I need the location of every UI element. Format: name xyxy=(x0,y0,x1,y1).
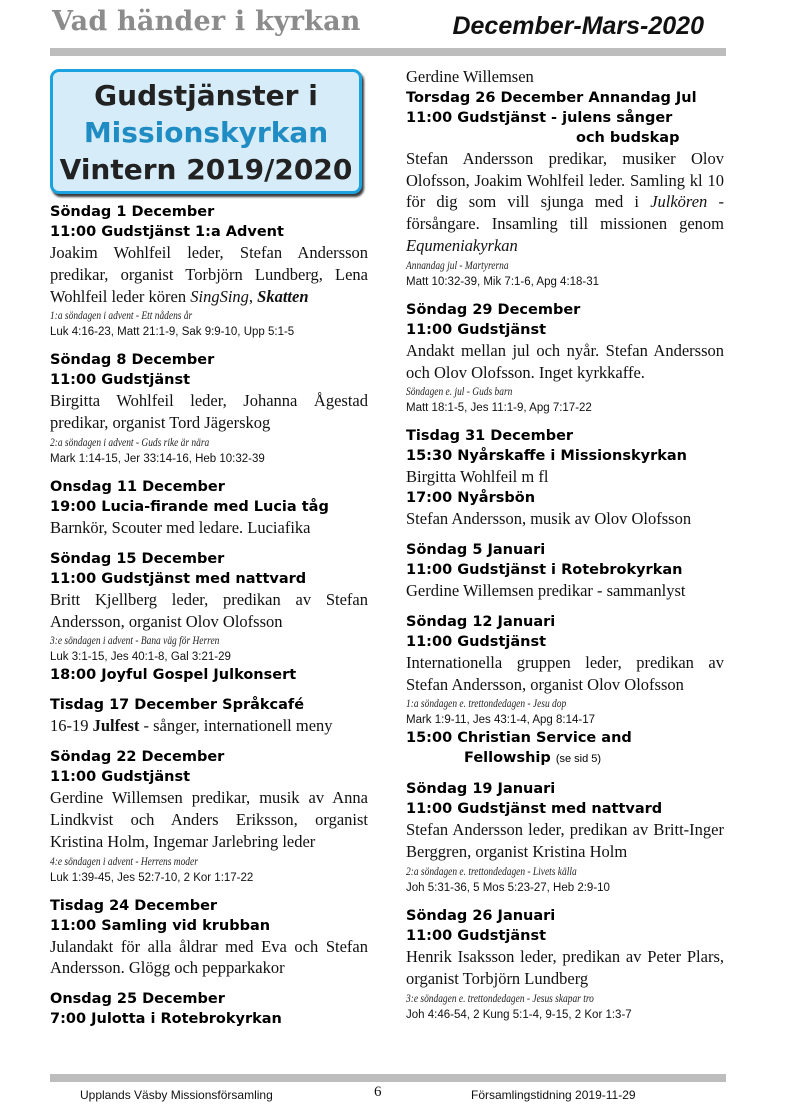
event-date: Tisdag 17 December Språkcafé xyxy=(50,697,305,714)
bible-references: Luk 4:16-23, Matt 21:1-9, Sak 9:9-10, Upp 5:1-5 xyxy=(50,326,295,339)
title-line-1: Gudstjänster i xyxy=(94,79,318,112)
event-date: Söndag 29 December xyxy=(406,301,581,318)
event-dec-17 xyxy=(50,695,368,737)
event-date: Söndag 26 Januari xyxy=(406,907,556,924)
event-date: Onsdag 25 December xyxy=(50,991,225,1008)
event-date: Söndag 22 December xyxy=(50,749,225,766)
event-description: Andakt mellan jul och nyår. Stefan Andersson och Olov Olofsson. Inget kyrkkaffe. xyxy=(406,340,724,382)
event-dec-8 xyxy=(50,350,368,467)
liturgical-day: 4:e söndagen i advent - Herrens moder xyxy=(50,855,198,868)
event-time: 16-19 xyxy=(50,716,93,736)
event-title-cont: och budskap xyxy=(576,129,680,146)
liturgical-day: Söndagen e. jul - Guds barn xyxy=(406,386,513,399)
page-number: 6 xyxy=(374,1084,382,1100)
title-line-3: Vintern 2019/2020 xyxy=(59,153,353,186)
liturgical-day: 1:a söndagen i advent - Ett nådens år xyxy=(50,310,193,323)
right-column xyxy=(406,66,724,1033)
event-date: Söndag 15 December xyxy=(50,550,225,567)
continued-text: Gerdine Willemsen xyxy=(406,67,534,86)
event-date: Söndag 8 December xyxy=(50,352,215,369)
event-description: Gerdine Willemsen predikar, musik av Anna Lindkvist och Anders Eriksson, organist Kristina Holm, Ingemar Jarlebring leder xyxy=(50,788,368,851)
event-date: Söndag 1 December xyxy=(50,204,215,220)
event-jan-19 xyxy=(406,779,724,896)
event-dec-26 xyxy=(406,88,724,290)
event-description: Julandakt för alla åldrar med Eva och Stefan Andersson. Glögg och pepparkakor xyxy=(50,936,368,978)
event-description xyxy=(50,715,368,737)
choir-name: SingSing xyxy=(190,286,249,306)
liturgical-day: 2:a söndagen i advent - Guds rike är nära xyxy=(50,436,210,449)
event-description-text: Joakim Wohlfeil leder, Stefan Andersson predikar, organist Torbjörn Lundberg, Lena Wohlfeil leder kören xyxy=(50,243,368,306)
event-description-text-2: - försångare. Insamling till missionen genom xyxy=(406,192,724,234)
event-title: 11:00 Gudstjänst xyxy=(50,769,191,786)
event-dec-25 xyxy=(50,989,368,1029)
event-title: 11:00 Gudstjänst med nattvard xyxy=(406,801,663,818)
liturgical-day: 1:a söndagen e. trettondedagen - Jesu dop xyxy=(406,698,567,711)
footer-publication: Församlingstidning 2019-11-29 xyxy=(471,1088,636,1102)
event-description: Internationella gruppen leder, predikan av Stefan Andersson, organist Olov Olofsson xyxy=(406,652,724,694)
bible-references: Joh 5:31-36, 5 Mos 5:23-27, Heb 2:9-10 xyxy=(406,881,610,894)
event-title: 11:00 Gudstjänst med nattvard xyxy=(50,570,307,587)
event-title-evening: 18:00 Joyful Gospel Julkonsert xyxy=(50,667,297,684)
footer-rule xyxy=(50,1074,726,1082)
event-dec-15 xyxy=(50,549,368,686)
event-dec-31 xyxy=(406,426,724,530)
event-title: 11:00 Gudstjänst - julens sånger xyxy=(406,109,673,126)
event-jan-5 xyxy=(406,540,724,602)
event-description: Barnkör, Scouter med ledare. Luciafika xyxy=(50,517,311,537)
event-jan-26 xyxy=(406,906,724,1023)
separator: , xyxy=(248,286,258,306)
title-line-2: Missionskyrkan xyxy=(83,116,329,149)
event-title-afternoon: 15:00 Christian Service and xyxy=(406,730,632,747)
event-date: Tisdag 24 December xyxy=(50,897,218,914)
event-highlight: Julfest xyxy=(92,716,140,736)
event-description xyxy=(406,148,724,257)
event-dec-22 xyxy=(50,747,368,885)
event-title: 11:00 Gudstjänst xyxy=(50,372,191,389)
event-dec-11 xyxy=(50,477,368,539)
event-description-text: - sånger, internationell meny xyxy=(139,716,333,736)
header-rule xyxy=(50,48,726,56)
event-description: Stefan Andersson leder, predikan av Britt-Inger Berggren, organist Kristina Holm xyxy=(406,820,724,862)
event-title: 7:00 Julotta i Rotebrokyrkan xyxy=(50,1011,282,1028)
event-date: Torsdag 26 December Annandag Jul xyxy=(406,89,697,106)
bible-references: Joh 4:46-54, 2 Kung 5:1-4, 9-15, 2 Kor 1:3-7 xyxy=(406,1008,632,1021)
organization-name: Equmeniakyrkan xyxy=(406,235,518,255)
bible-references: Matt 10:32-39, Mik 7:1-6, Apg 4:18-31 xyxy=(406,275,600,288)
services-title-box xyxy=(50,69,362,194)
event-description-evening: Stefan Andersson, musik av Olov Olofsson xyxy=(406,509,692,529)
event-description: Birgitta Wohlfeil m fl xyxy=(406,467,549,487)
event-dec-29 xyxy=(406,300,724,417)
bible-references: Luk 1:39-45, Jes 52:7-10, 2 Kor 1:17-22 xyxy=(50,871,254,884)
page-reference: (se sid 5) xyxy=(555,753,602,766)
event-date: Söndag 5 Januari xyxy=(406,541,546,558)
event-title: 11:00 Gudstjänst i Rotebrokyrkan xyxy=(406,561,683,578)
section-title: Vad händer i kyrkan xyxy=(52,6,361,37)
event-date: Söndag 12 Januari xyxy=(406,613,556,630)
bible-references: Luk 3:1-15, Jes 40:1-8, Gal 3:21-29 xyxy=(50,651,231,664)
event-description: Britt Kjellberg leder, predikan av Stefan Andersson, organist Olov Olofsson xyxy=(50,589,368,631)
event-title: 11:00 Samling vid krubban xyxy=(50,917,271,934)
event-title-evening: 17:00 Nyårsbön xyxy=(406,490,536,507)
event-jan-12 xyxy=(406,612,724,770)
event-dec-1 xyxy=(50,202,368,340)
liturgical-day: 3:e söndagen e. trettondedagen - Jesus skapar tro xyxy=(406,992,594,1005)
liturgical-day: 3:e söndagen i advent - Bana väg för Herren xyxy=(50,635,220,648)
bible-references: Mark 1:9-11, Jes 43:1-4, Apg 8:14-17 xyxy=(406,714,596,727)
event-title: 11:00 Gudstjänst xyxy=(406,633,547,650)
event-title: 11:00 Gudstjänst xyxy=(406,321,547,338)
footer-congregation: Upplands Väsby Missionsförsamling xyxy=(80,1088,273,1102)
liturgical-day: 2:a söndagen e. trettondedagen - Livets källa xyxy=(406,865,577,878)
event-description-text: Stefan Andersson predikar, musiker Olov Olofsson, Joakim Wohlfeil leder. Samling kl 10 för dig som vill sjunga med i xyxy=(406,148,724,212)
bible-references: Mark 1:14-15, Jer 33:14-16, Heb 10:32-39 xyxy=(50,452,265,465)
left-column xyxy=(50,66,368,1039)
event-description: Gerdine Willemsen predikar - sammanlyst xyxy=(406,580,686,600)
period-title: December-Mars-2020 xyxy=(452,12,704,40)
choir-name: Julkören xyxy=(650,192,708,212)
event-date: Söndag 19 Januari xyxy=(406,781,556,798)
event-title-afternoon-cont xyxy=(406,748,724,769)
event-date: Onsdag 11 December xyxy=(50,478,225,495)
event-description xyxy=(50,242,368,307)
liturgical-day: Annandag jul - Martyrerna xyxy=(406,259,509,272)
event-description: Henrik Isaksson leder, predikan av Peter Plars, organist Torbjörn Lundberg xyxy=(406,946,724,988)
event-title: 15:30 Nyårskaffe i Missionskyrkan xyxy=(406,448,687,465)
event-title: 11:00 Gudstjänst xyxy=(406,927,547,944)
event-title-afternoon-word: Fellowship xyxy=(464,750,551,767)
bible-references: Matt 18:1-5, Jes 11:1-9, Apg 7:17-22 xyxy=(406,402,592,415)
choir-name-2: Skatten xyxy=(257,286,309,306)
event-description: Birgitta Wohlfeil leder, Johanna Ågestad predikar, organist Tord Jägerskog xyxy=(50,391,368,433)
event-date: Tisdag 31 December xyxy=(406,428,574,445)
event-title: 11:00 Gudstjänst 1:a Advent xyxy=(50,224,284,240)
event-title: 19:00 Lucia-firande med Lucia tåg xyxy=(50,498,329,515)
event-dec-24 xyxy=(50,896,368,980)
